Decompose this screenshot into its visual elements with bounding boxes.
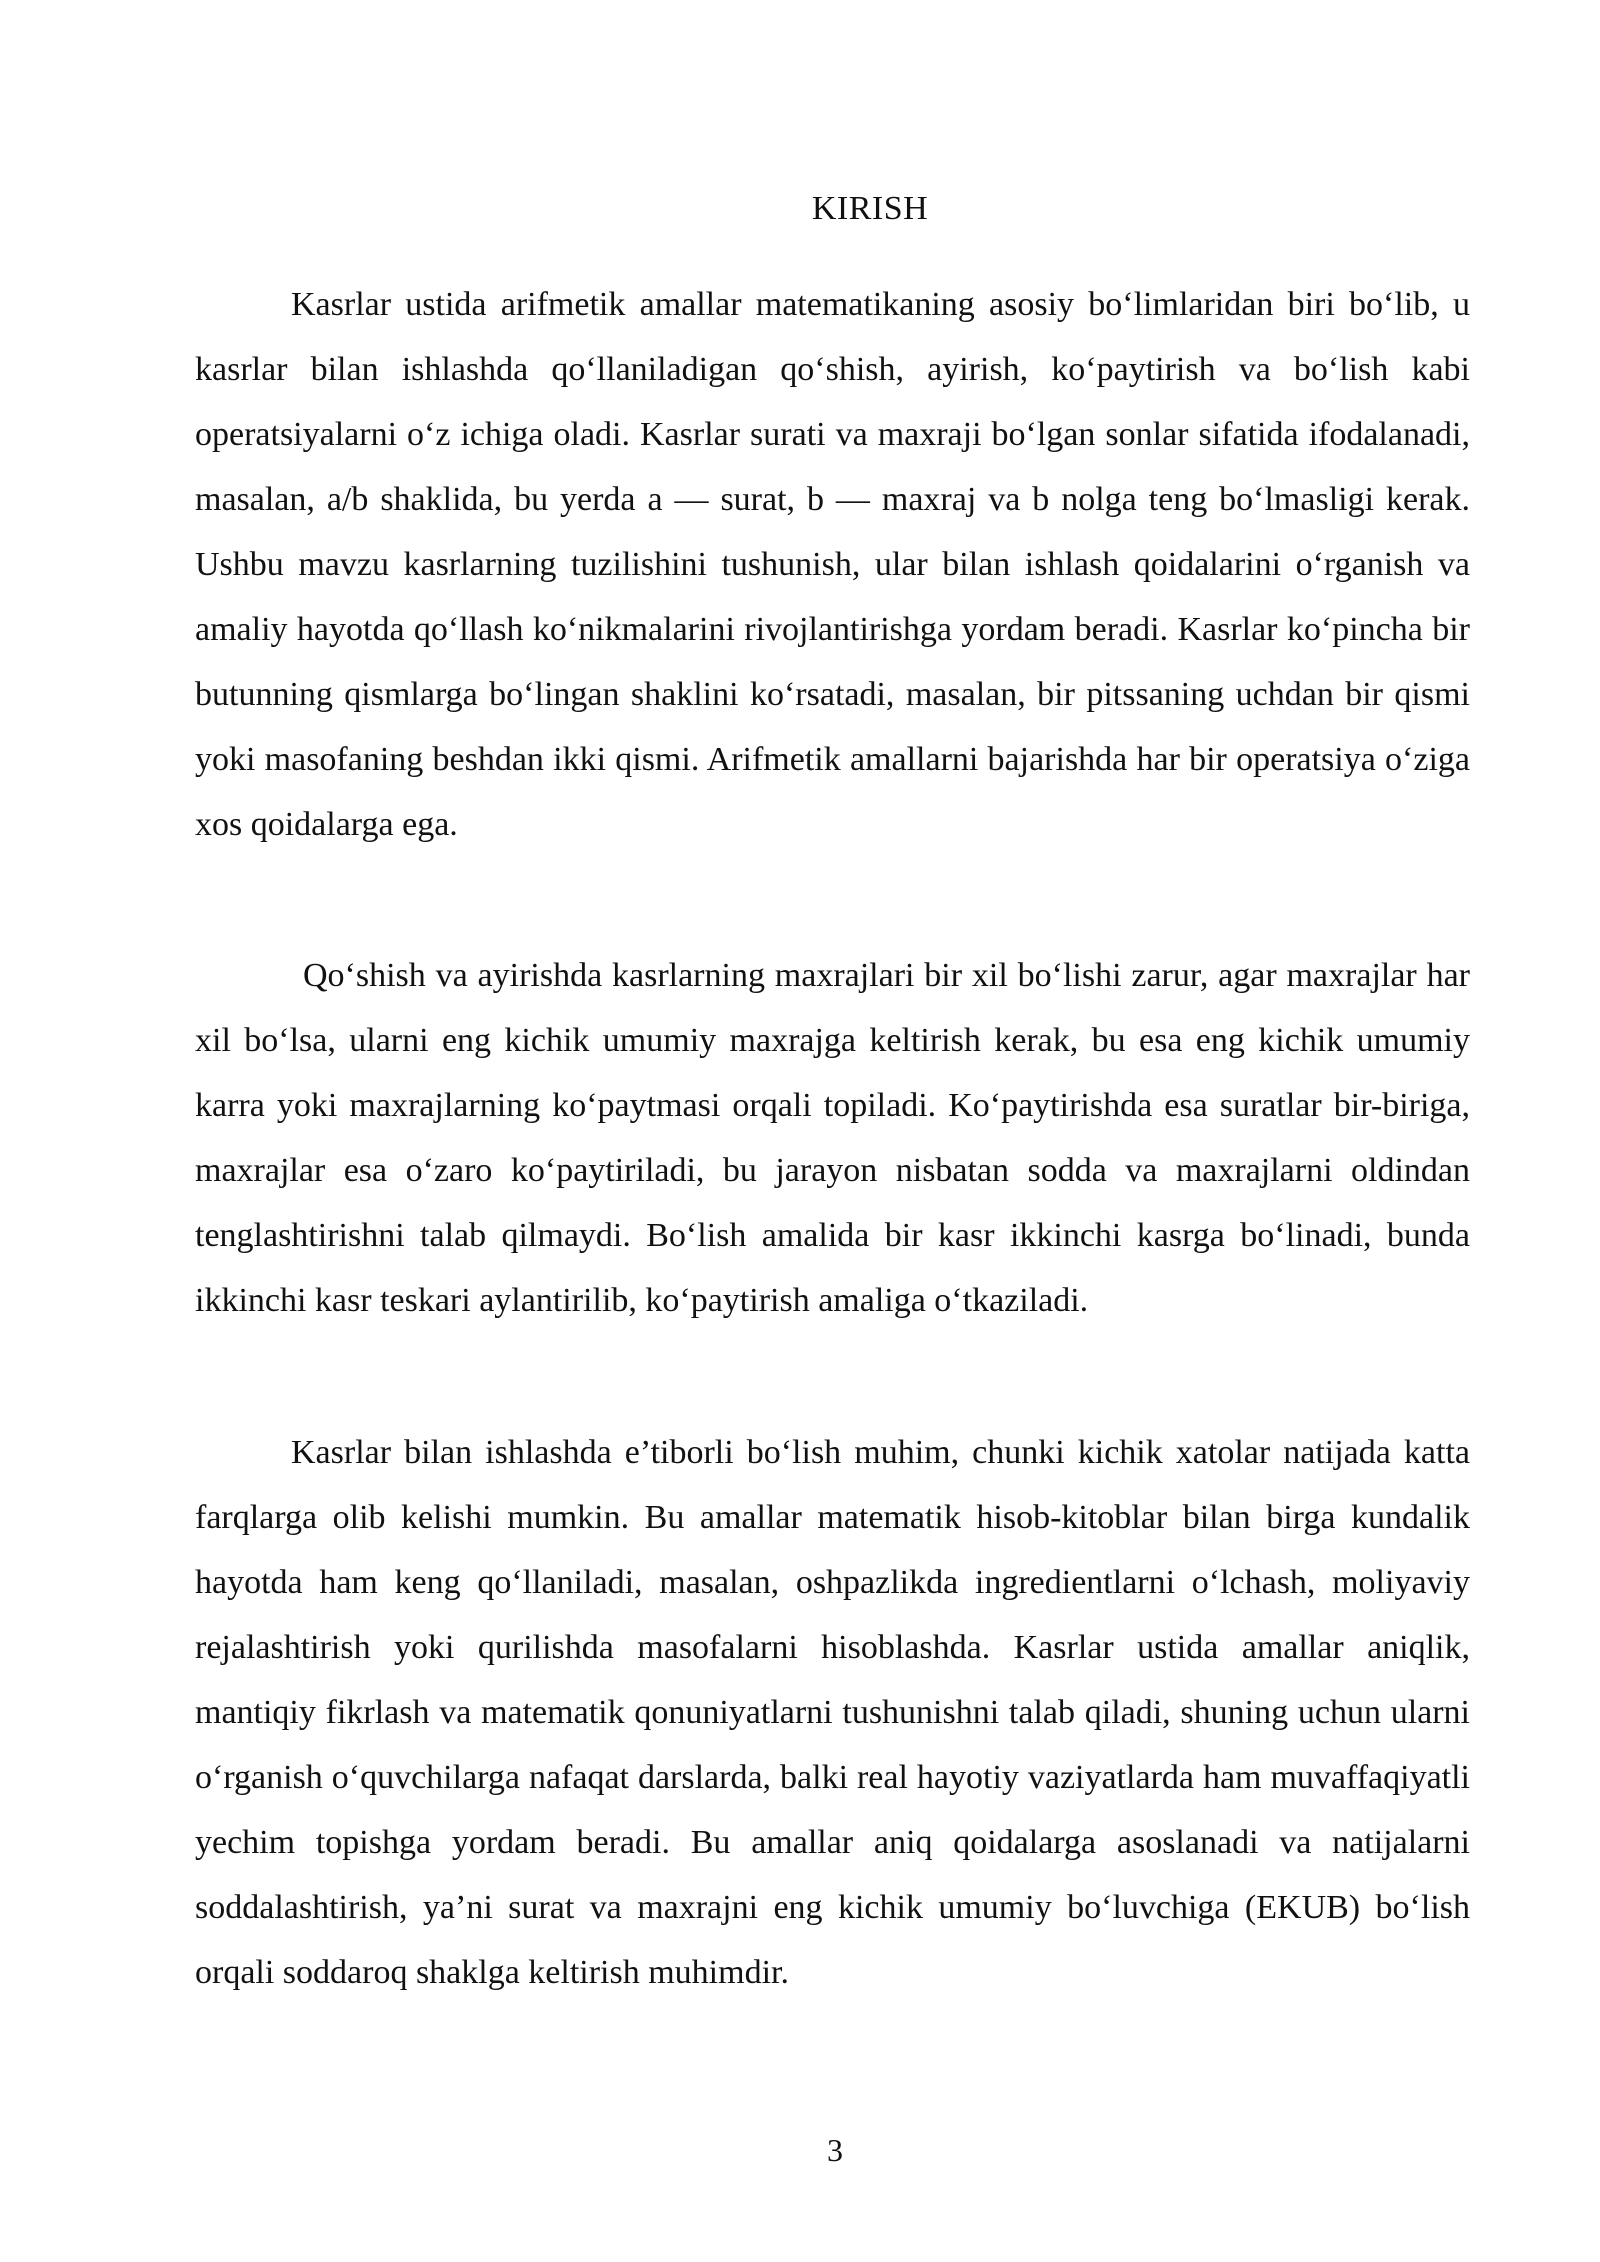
paragraph-1-text: Kasrlar ustida arifmetik amallar matematikaning asosiy bo‘limlaridan biri bo‘lib, u kasrlar bilan ishlashda qo‘llaniladigan qo‘shish, ayirish, ko‘paytirish va bo‘lish kabi operatsiyalarni o‘z ichiga oladi. Kasrlar surati va maxraji bo‘lgan sonlar sifatida ifodalanadi, masalan, a/b shaklida, bu yerda a — surat, b — maxraj va b nolga teng bo‘lmasligi kerak. Ushbu mavzu kasrlarning tuzilishini tushunish, ular bilan ishlash qoidalarini o‘rganish va amaliy hayotda qo‘llash ko‘nikmalarini rivojlantirishga yordam beradi. Kasrlar ko‘pincha bir butunning qismlarga bo‘lingan shaklini ko‘rsatadi, masalan, bir pitssaning uchdan bir qismi yoki masofaning beshdan ikki qismi. Arifmetik amallarni bajarishda har bir operatsiya o‘ziga xos qoidalarga ega. <box>195 286 1470 843</box>
paragraph-3 <box>195 1420 1470 2005</box>
page-number: 3 <box>827 2132 843 2168</box>
paragraph-1 <box>195 272 1470 857</box>
paragraph-2 <box>195 943 1470 1333</box>
paragraph-3-text: Kasrlar bilan ishlashda e’tiborli bo‘lish muhim, chunki kichik xatolar natijada katta farqlarga olib kelishi mumkin. Bu amallar matematik hisob-kitoblar bilan birga kundalik hayotda ham keng qo‘llaniladi, masalan, oshpazlikda ingredientlarni o‘lchash, moliyaviy rejalashtirish yoki qurilishda masofalarni hisoblashda. Kasrlar ustida amallar aniqlik, mantiqiy fikrlash va matematik qonuniyatlarni tushunishni talab qiladi, shuning uchun ularni o‘rganish o‘quvchilarga nafaqat darslarda, balki real hayotiy vaziyatlarda ham muvaffaqiyatli yechim topishga yordam beradi. Bu amallar aniq qoidalarga asoslanadi va natijalarni soddalashtirish, ya’ni surat va maxrajni eng kichik umumiy bo‘luvchiga (EKUB) bo‘lish orqali soddaroq shaklga keltirish muhimdir. <box>195 1434 1470 1991</box>
paragraph-2-text: Qo‘shish va ayirishda kasrlarning maxrajlari bir xil bo‘lishi zarur, agar maxrajlar har xil bo‘lsa, ularni eng kichik umumiy maxrajga keltirish kerak, bu esa eng kichik umumiy karra yoki maxrajlarning ko‘paytmasi orqali topiladi. Ko‘paytirishda esa suratlar bir-biriga, maxrajlar esa o‘zaro ko‘paytiriladi, bu jarayon nisbatan sodda va maxrajlarni oldindan tenglashtirishni talab qilmaydi. Bo‘lish amalida bir kasr ikkinchi kasrga bo‘linadi, bunda ikkinchi kasr teskari aylantirilib, ko‘paytirish amaliga o‘tkaziladi. <box>195 957 1470 1319</box>
section-heading: KIRISH <box>811 190 929 227</box>
